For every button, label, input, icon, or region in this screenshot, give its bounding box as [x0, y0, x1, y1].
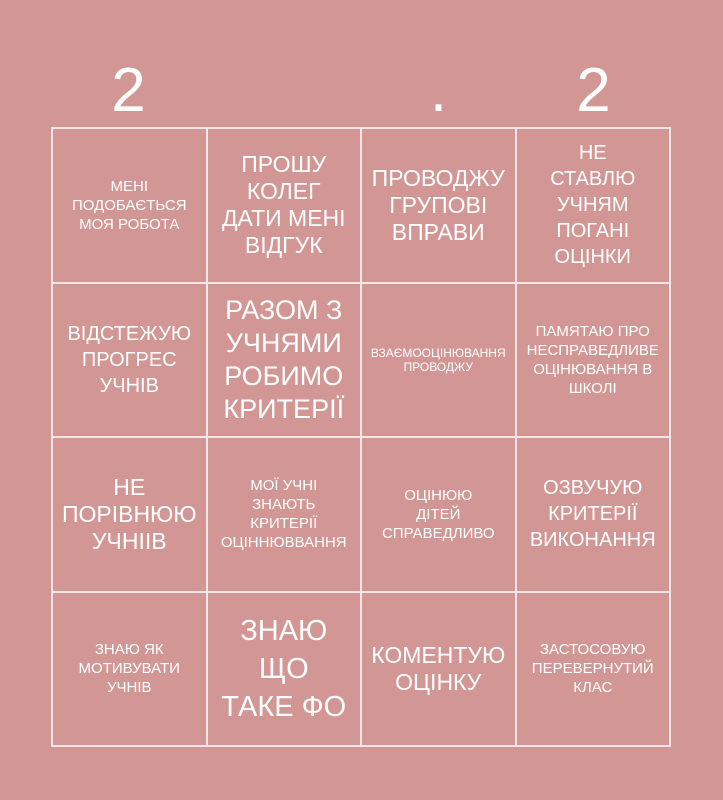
bingo-cell[interactable]: [53, 129, 208, 284]
bingo-cell[interactable]: [517, 438, 672, 593]
card-header: [51, 55, 671, 127]
bingo-cell-text: ОЗВУЧУЮ КРИТЕРІЇ ВИКОНАННЯ: [529, 477, 656, 552]
bingo-cell-text: КОМЕНТУЮ ОЦІНКУ: [371, 641, 506, 695]
bingo-cell[interactable]: [208, 129, 363, 284]
bingo-cell-text: ВЗАЄМООЦІНЮВАННЯ ПРОВОДЖУ: [370, 345, 506, 374]
bingo-cell-text: ВІДСТЕЖУЮ ПРОГРЕС УЧНІВ: [67, 322, 192, 397]
bingo-cell-text: НЕ ПОРІВНЮЮ УЧНІІВ: [61, 473, 197, 554]
bingo-cell[interactable]: [208, 593, 363, 748]
bingo-cell-text: ПРОВОДЖУ ГРУПОВІ ВПРАВИ: [371, 164, 505, 245]
bingo-cell[interactable]: [362, 593, 517, 748]
bingo-cell[interactable]: [517, 593, 672, 748]
header-letter-4: 2: [576, 56, 611, 125]
bingo-cell-text: РАЗОМ З УЧНЯМИ РОБИМО КРИТЕРІЇ: [223, 294, 345, 424]
bingo-cell-text: МЕНІ ПОДОБАЄТЬСЯ МОЯ РОБОТА: [71, 177, 187, 233]
bingo-cell-text: ЗНАЮ ЩО ТАКЕ ФО: [221, 614, 347, 723]
bingo-cell[interactable]: [208, 438, 363, 593]
bingo-cell[interactable]: [53, 438, 208, 593]
bingo-cell[interactable]: [362, 129, 517, 284]
bingo-cell-text: НЕ СТАВЛЮ УЧНЯМ ПОГАНІ ОЦІНКИ: [550, 142, 636, 269]
bingo-cell[interactable]: [53, 284, 208, 439]
bingo-cell[interactable]: [362, 438, 517, 593]
bingo-grid: [51, 127, 671, 747]
bingo-cell-text: ЗНАЮ ЯК МОТИВУВАТИ УЧНІВ: [78, 641, 180, 697]
bingo-cell-text: ПРОШУ КОЛЕГ ДАТИ МЕНІ ВІДГУК: [221, 151, 346, 259]
bingo-cell[interactable]: [53, 593, 208, 748]
bingo-cell[interactable]: [208, 284, 363, 439]
header-letter-1: 2: [111, 56, 146, 125]
bingo-cell[interactable]: [517, 129, 672, 284]
bingo-cell-text: ОЦІНЮЮ ДІТЕЙ СПРАВЕДЛИВО: [381, 486, 495, 542]
bingo-cell-text: ЗАСТОСОВУЮ ПЕРЕВЕРНУТИЙ КЛАС: [531, 641, 654, 697]
bingo-cell[interactable]: [517, 284, 672, 439]
bingo-cell-text: МОЇ УЧНІ ЗНАЮТЬ КРИТЕРІЇ ОЦІННЮВВАННЯ: [220, 477, 347, 552]
bingo-cell-text: ПАМЯТАЮ ПРО НЕСПРАВЕДЛИВЕ ОЦІНЮВАННЯ В ШКОЛІ: [526, 322, 659, 397]
bingo-cell[interactable]: [362, 284, 517, 439]
header-letter-3: .: [429, 56, 448, 125]
